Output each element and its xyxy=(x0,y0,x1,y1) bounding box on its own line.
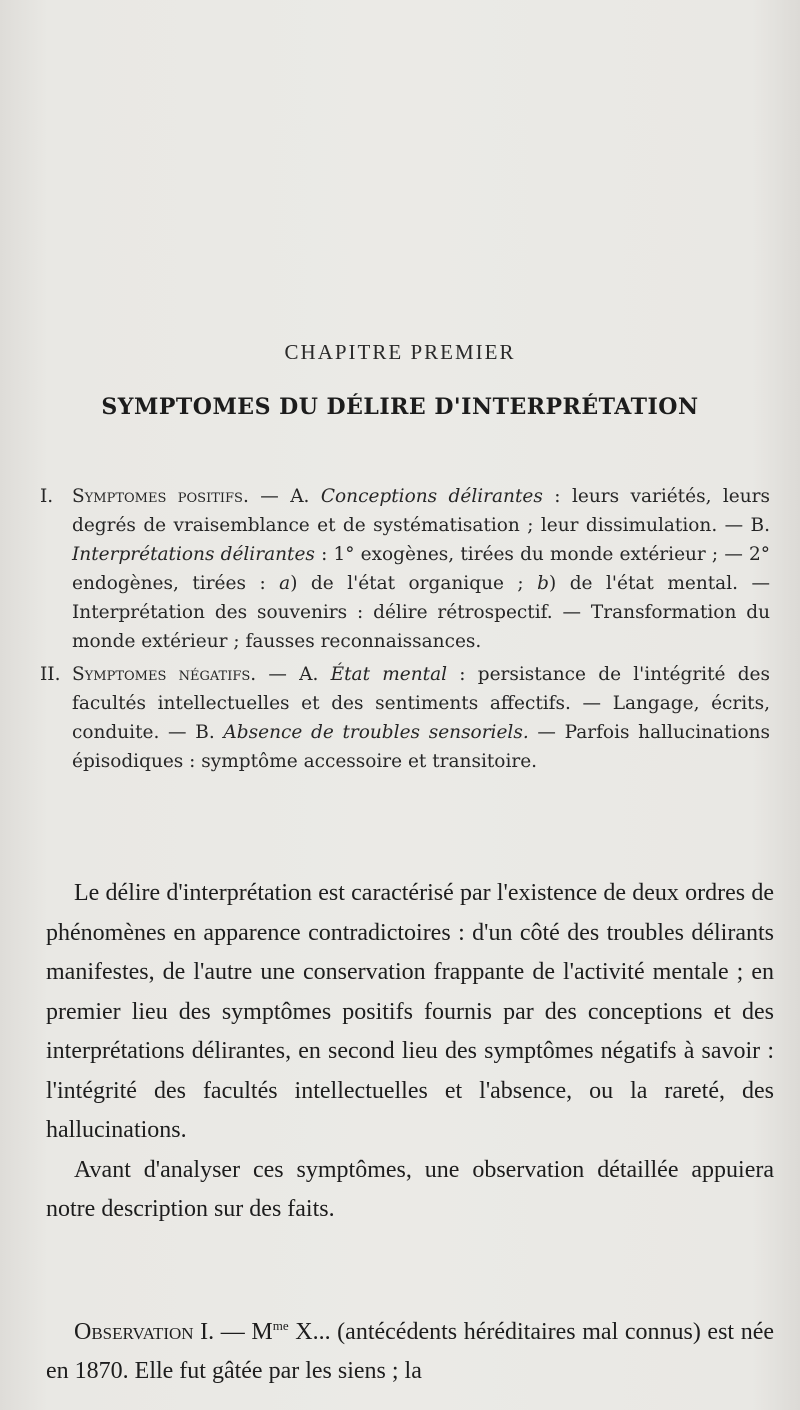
paragraph: Avant d'analyser ces symptômes, une observation détaillée appuiera notre description sur des faits. xyxy=(46,1156,774,1222)
summary-subtitle: Absence de troubles sensoriels. xyxy=(223,722,529,743)
chapter-summary xyxy=(40,482,770,780)
observation-paragraph: Observation I. — $M^{me}$ X... (antécédents héréditaires mal connus) est née en 1870. Elle fut gâtée par les siens ; la xyxy=(46,1318,775,1384)
summary-heading: Symptomes positifs. xyxy=(72,486,249,507)
main-text xyxy=(46,874,774,1230)
observation-label: Observation I. xyxy=(74,1319,215,1345)
chapter-title: SYMPTOMES DU DÉLIRE D'INTERPRÉTATION xyxy=(101,394,699,420)
chapter-label: CHAPITRE PREMIER xyxy=(284,340,516,364)
summary-subtitle: Conceptions délirantes xyxy=(320,486,543,507)
summary-item-positive: I. Symptomes positifs. — A. Conceptions délirantes : leurs variétés, leurs degrés de vraisemblance et de systématisation ; leur dissimulation. — B. Interprétations délirantes : 1° exogènes, tirées du monde extérieur ; — 2° endogènes, tirées : a) de l'état organique ; b) de l'état mental. — Interprétation des souvenirs : délire rétrospectif. — Transformation du monde extérieur ; fausses reconnaissances. xyxy=(40,482,770,656)
summary-subtitle: État mental xyxy=(330,664,448,685)
summary-number: I. xyxy=(40,486,54,507)
paragraph: Le délire d'interprétation est caractérisé par l'existence de deux ordres de phénomènes en apparence contradictoires : d'un côté des troubles délirants manifestes, de l'autre une conservation frappante de l'activité mentale ; en premier lieu des symptômes positifs fournis par des conceptions et des interprétations délirantes, en second lieu des symptômes négatifs à savoir : l'intégrité des facultés intellectuelles et l'absence, ou la rareté, des hallucinations. xyxy=(46,880,774,1143)
summary-subtitle: Interprétations délirantes xyxy=(72,544,315,565)
summary-heading: Symptomes négatifs. xyxy=(72,664,257,685)
summary-number: II. xyxy=(40,664,61,685)
summary-item-negative: II. Symptomes négatifs. — A. État mental : persistance de l'intégrité des facultés intellectuelles et des sentiments affectifs. — Langage, écrits, conduite. — B. Absence de troubles sensoriels. — Parfois hallucinations épisodiques : symptôme accessoire et transitoire. xyxy=(40,660,770,776)
